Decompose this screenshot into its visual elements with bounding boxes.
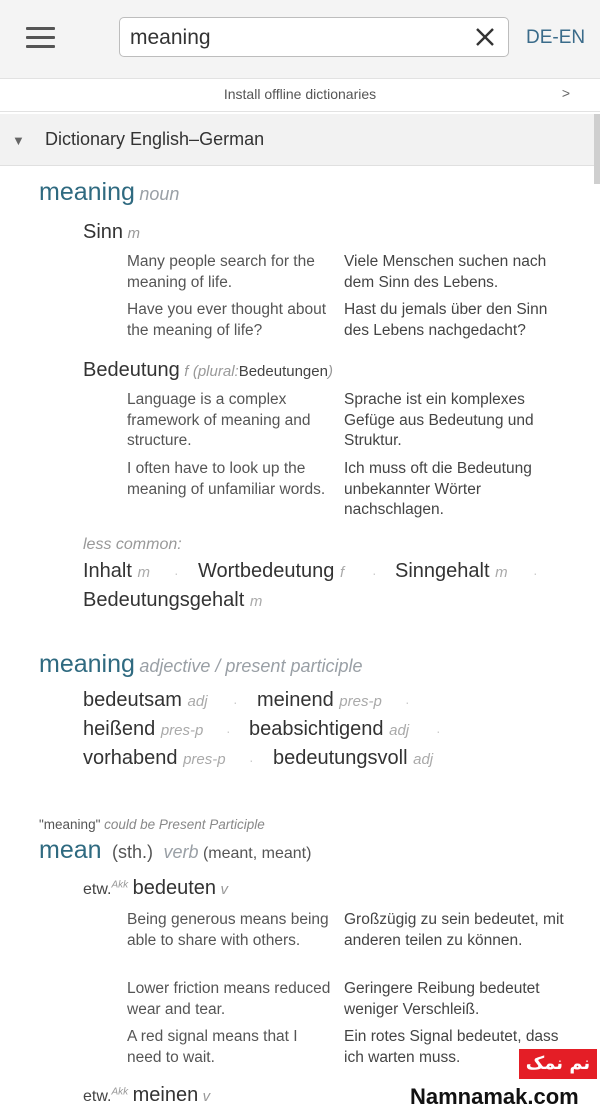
word-tag: adj	[187, 693, 208, 710]
install-offline-banner[interactable]	[0, 78, 600, 112]
watermark-text: Namnamak.com	[410, 1084, 579, 1109]
gender-tag: m	[495, 564, 508, 581]
object-hint: (sth.)	[112, 842, 154, 862]
part-of-speech: verb	[163, 842, 199, 862]
search-input[interactable]	[128, 22, 462, 54]
translation-word[interactable]: Bedeutung	[83, 359, 180, 381]
translation-word[interactable]: vorhabend	[83, 747, 178, 769]
headword[interactable]: meaning	[39, 178, 135, 206]
inflection-note	[39, 817, 265, 832]
example-en: Lower friction means reduced wear and tear.	[127, 980, 331, 1018]
separator-dot: ·	[436, 723, 441, 739]
separator-dot: ·	[233, 694, 238, 710]
chevron-right-icon: >	[561, 85, 570, 101]
translation-bedeutung[interactable]	[83, 359, 333, 382]
separator-dot: ·	[249, 752, 254, 768]
alt-translation[interactable]	[83, 560, 150, 583]
search-box[interactable]	[119, 17, 509, 57]
hamburger-menu-icon[interactable]	[26, 27, 55, 49]
translation-word[interactable]: bedeutungsvoll	[273, 747, 408, 769]
example-en: A red signal means that I need to wait.	[127, 1028, 298, 1066]
example-en: Language is a complex framework of meaning and structure.	[127, 391, 311, 449]
translation-word[interactable]: meinend	[257, 689, 334, 711]
top-bar	[0, 0, 600, 78]
less-common-label: less common:	[83, 536, 182, 553]
plural-close: )	[327, 363, 333, 380]
alt-translation[interactable]	[273, 747, 433, 770]
part-of-speech: noun	[139, 184, 180, 204]
part-of-speech: adjective / present participle	[139, 656, 363, 676]
section-title: Dictionary English–German	[45, 129, 265, 149]
word-tag: v	[202, 1088, 211, 1105]
note-rest: could be Present Participle	[104, 817, 265, 832]
example-en: Have you ever thought about the meaning of life?	[127, 301, 327, 339]
gender-tag: f	[184, 363, 189, 380]
alt-translation[interactable]	[395, 560, 508, 583]
example-de: Ich muss oft die Bedeutung unbekannter Wörter nachschlagen.	[344, 460, 532, 518]
word-tag: pres-p	[339, 693, 382, 710]
separator-dot: ·	[405, 694, 410, 710]
alt-translation[interactable]	[198, 560, 344, 583]
entry-heading-noun	[39, 178, 179, 207]
translation-word[interactable]: Bedeutungsgehalt	[83, 589, 245, 611]
word-tag: adj	[413, 751, 434, 768]
case-tag: Akk	[111, 879, 129, 891]
entry-heading-adjective	[39, 650, 362, 679]
alt-translation[interactable]	[257, 689, 382, 712]
translation-meinen[interactable]	[83, 1084, 210, 1107]
translation-word[interactable]: Wortbedeutung	[198, 560, 335, 582]
example-en: Many people search for the meaning of life.	[127, 253, 315, 291]
word-tag: v	[220, 881, 228, 898]
alt-translation[interactable]	[83, 718, 203, 741]
plural-label: (plural:	[192, 363, 239, 380]
plural-value: Bedeutungen	[238, 363, 328, 380]
verb-forms: (meant, meant)	[202, 845, 312, 862]
object-prefix: etw.	[83, 881, 112, 898]
headword[interactable]: meaning	[39, 650, 135, 678]
gender-tag: m	[249, 593, 263, 610]
translation-word[interactable]: Sinngehalt	[395, 560, 490, 582]
note-quote: "meaning"	[39, 817, 101, 832]
translation-word[interactable]: bedeutsam	[83, 689, 182, 711]
triangle-down-icon: ▼	[12, 133, 25, 148]
example-de: Großzügig zu sein bedeutet, mit anderen teilen zu können.	[344, 911, 564, 949]
alt-translation[interactable]	[83, 747, 226, 770]
watermark-badge: نم نمک	[519, 1049, 597, 1079]
example-de: Geringere Reibung bedeutet weniger Verschleiß.	[344, 980, 540, 1018]
alt-translation[interactable]	[83, 689, 208, 712]
example-de: Hast du jemals über den Sinn des Lebens nachgedacht?	[344, 301, 548, 339]
example-de: Sprache ist ein komplexes Gefüge aus Bedeutung und Struktur.	[344, 391, 534, 449]
example-de: Ein rotes Signal bedeutet, dass ich warten muss.	[344, 1028, 559, 1066]
gender-tag: f	[339, 564, 345, 581]
language-toggle-button[interactable]: DE-EN	[526, 27, 586, 48]
separator-dot: ·	[372, 565, 377, 581]
translation-sinn[interactable]	[83, 221, 140, 244]
object-prefix: etw.	[83, 1088, 112, 1105]
translation-bedeuten[interactable]	[83, 877, 228, 900]
translation-word[interactable]: bedeuten	[132, 877, 217, 899]
example-en: Being generous means being able to share with others.	[127, 911, 329, 949]
close-icon[interactable]	[472, 24, 498, 50]
alt-translation[interactable]	[249, 718, 409, 741]
word-tag: pres-p	[183, 751, 226, 768]
separator-dot: ·	[226, 723, 231, 739]
word-tag: adj	[389, 722, 410, 739]
case-tag: Akk	[111, 1086, 129, 1098]
entry-heading-verb	[39, 836, 311, 865]
translation-word[interactable]: Sinn	[83, 221, 124, 243]
gender-tag: m	[127, 225, 140, 242]
translation-word[interactable]: meinen	[132, 1084, 199, 1106]
example-en: I often have to look up the meaning of unfamiliar words.	[127, 460, 326, 498]
separator-dot: ·	[174, 565, 179, 581]
dictionary-section-header[interactable]	[0, 114, 600, 166]
translation-word[interactable]: heißend	[83, 718, 156, 740]
translation-word[interactable]: Inhalt	[83, 560, 132, 582]
install-offline-label: Install offline dictionaries	[223, 86, 377, 102]
alt-translation[interactable]	[83, 589, 262, 612]
word-tag: pres-p	[160, 722, 204, 739]
gender-tag: m	[137, 564, 150, 581]
translation-word[interactable]: beabsichtigend	[249, 718, 384, 740]
example-de: Viele Menschen suchen nach dem Sinn des Lebens.	[344, 253, 547, 291]
separator-dot: ·	[533, 565, 538, 581]
headword[interactable]: mean	[39, 836, 102, 864]
scrollbar[interactable]	[594, 114, 600, 184]
